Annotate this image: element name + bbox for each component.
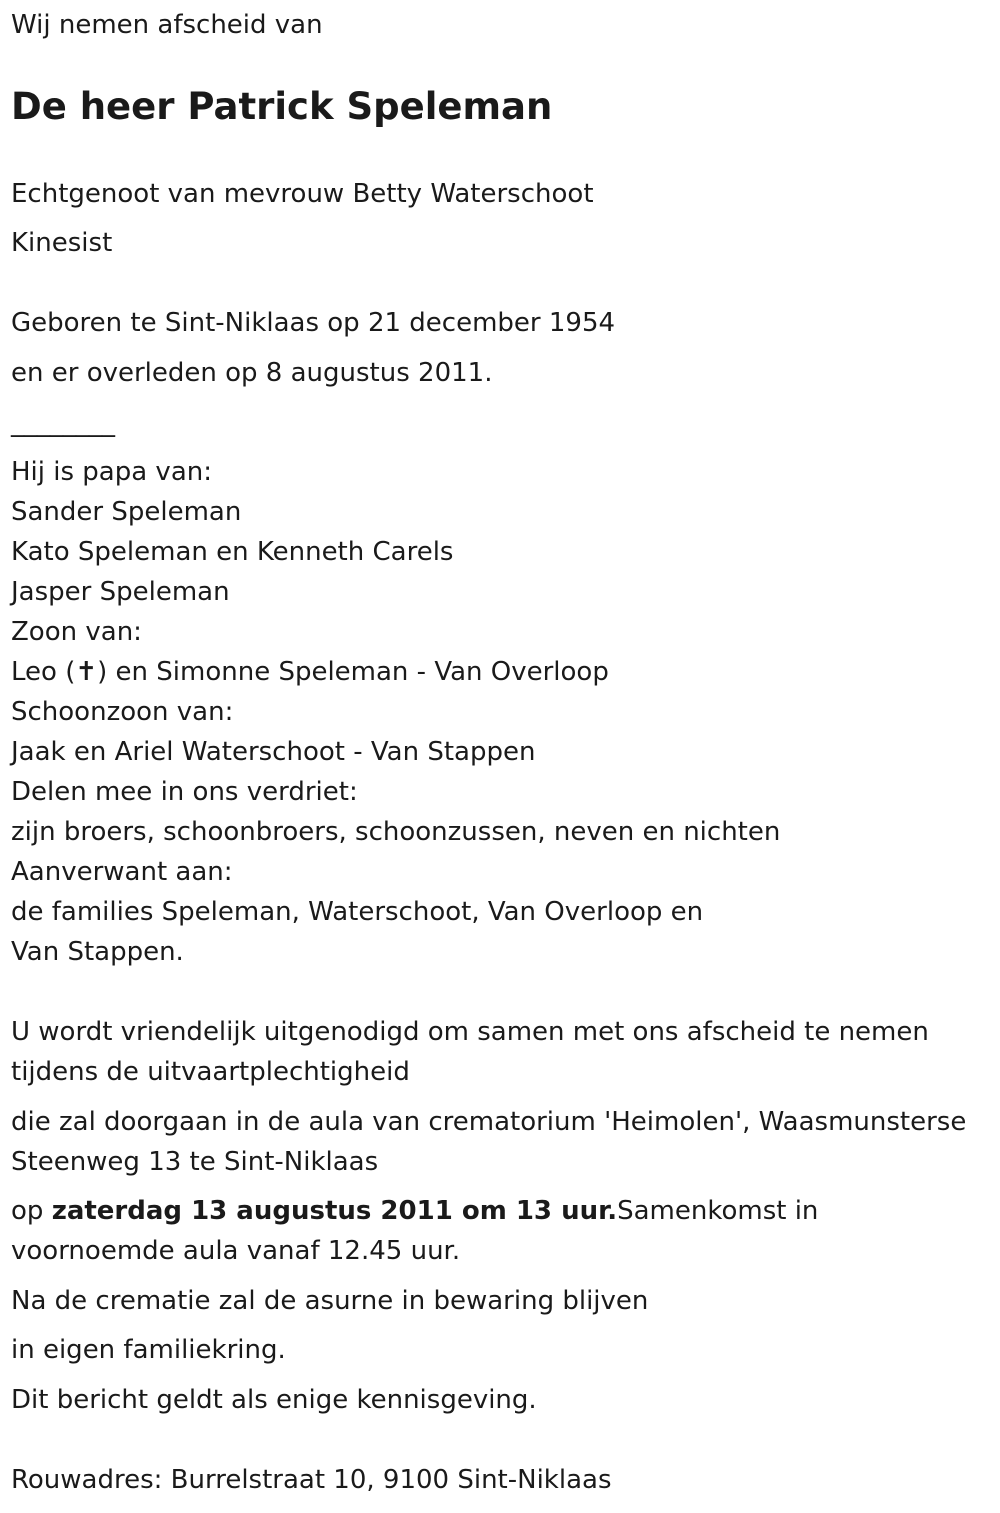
invitation-paragraph: U wordt vriendelijk uitgenodigd om samen met ons afscheid te nemen tijdens de uitvaartplechtigheid (11, 1017, 929, 1087)
ceremony-date: zaterdag 13 augustus 2011 om 13 uur. (51, 1196, 618, 1226)
mourning-address: Rouwadres: Burrelstraat 10, 9100 Sint-Niklaas (11, 1465, 612, 1495)
parents-in-law-line: Jaak en Ariel Waterschoot - Van Stappen (11, 737, 536, 767)
birth-line: Geboren te Sint-Niklaas op 21 december 1954 (11, 308, 616, 338)
spouse-line: Echtgenoot van mevrouw Betty Waterschoot (11, 179, 594, 209)
child-item: Jasper Speleman (11, 577, 230, 607)
papa-label: Hij is papa van: (11, 457, 212, 487)
gathering-text: Samenkomst in voornoemde aula vanaf 12.45 uur. (11, 1196, 819, 1266)
death-line: en er overleden op 8 augustus 2011. (11, 358, 493, 388)
urn-line-2: in eigen familiekring. (11, 1335, 286, 1365)
notice-line: Dit bericht geldt als enige kennisgeving. (11, 1385, 537, 1415)
child-item: Kato Speleman en Kenneth Carels (11, 537, 454, 567)
urn-line-1: Na de crematie zal de asurne in bewaring blijven (11, 1286, 649, 1316)
deceased-name: De heer Patrick Speleman (11, 85, 553, 128)
parents-line: Leo (✝) en Simonne Speleman - Van Overloop (11, 657, 609, 687)
separator-line: ________ (11, 408, 115, 438)
location-paragraph: die zal doorgaan in de aula van crematorium 'Heimolen', Waasmunsterse Steenweg 13 te Sint-Niklaas (11, 1107, 967, 1177)
families-line-1: de families Speleman, Waterschoot, Van Overloop en (11, 897, 704, 927)
date-paragraph (11, 1191, 981, 1271)
soninlaw-label: Schoonzoon van: (11, 697, 234, 727)
related-label: Aanverwant aan: (11, 857, 233, 887)
relatives-line: zijn broers, schoonbroers, schoonzussen, neven en nichten (11, 817, 781, 847)
son-label: Zoon van: (11, 617, 142, 647)
families-line-2: Van Stappen. (11, 937, 184, 967)
date-prefix: op (11, 1196, 52, 1226)
child-item: Sander Speleman (11, 497, 242, 527)
grief-label: Delen mee in ons verdriet: (11, 777, 358, 807)
profession-line: Kinesist (11, 228, 113, 258)
intro-text: Wij nemen afscheid van (11, 10, 323, 40)
